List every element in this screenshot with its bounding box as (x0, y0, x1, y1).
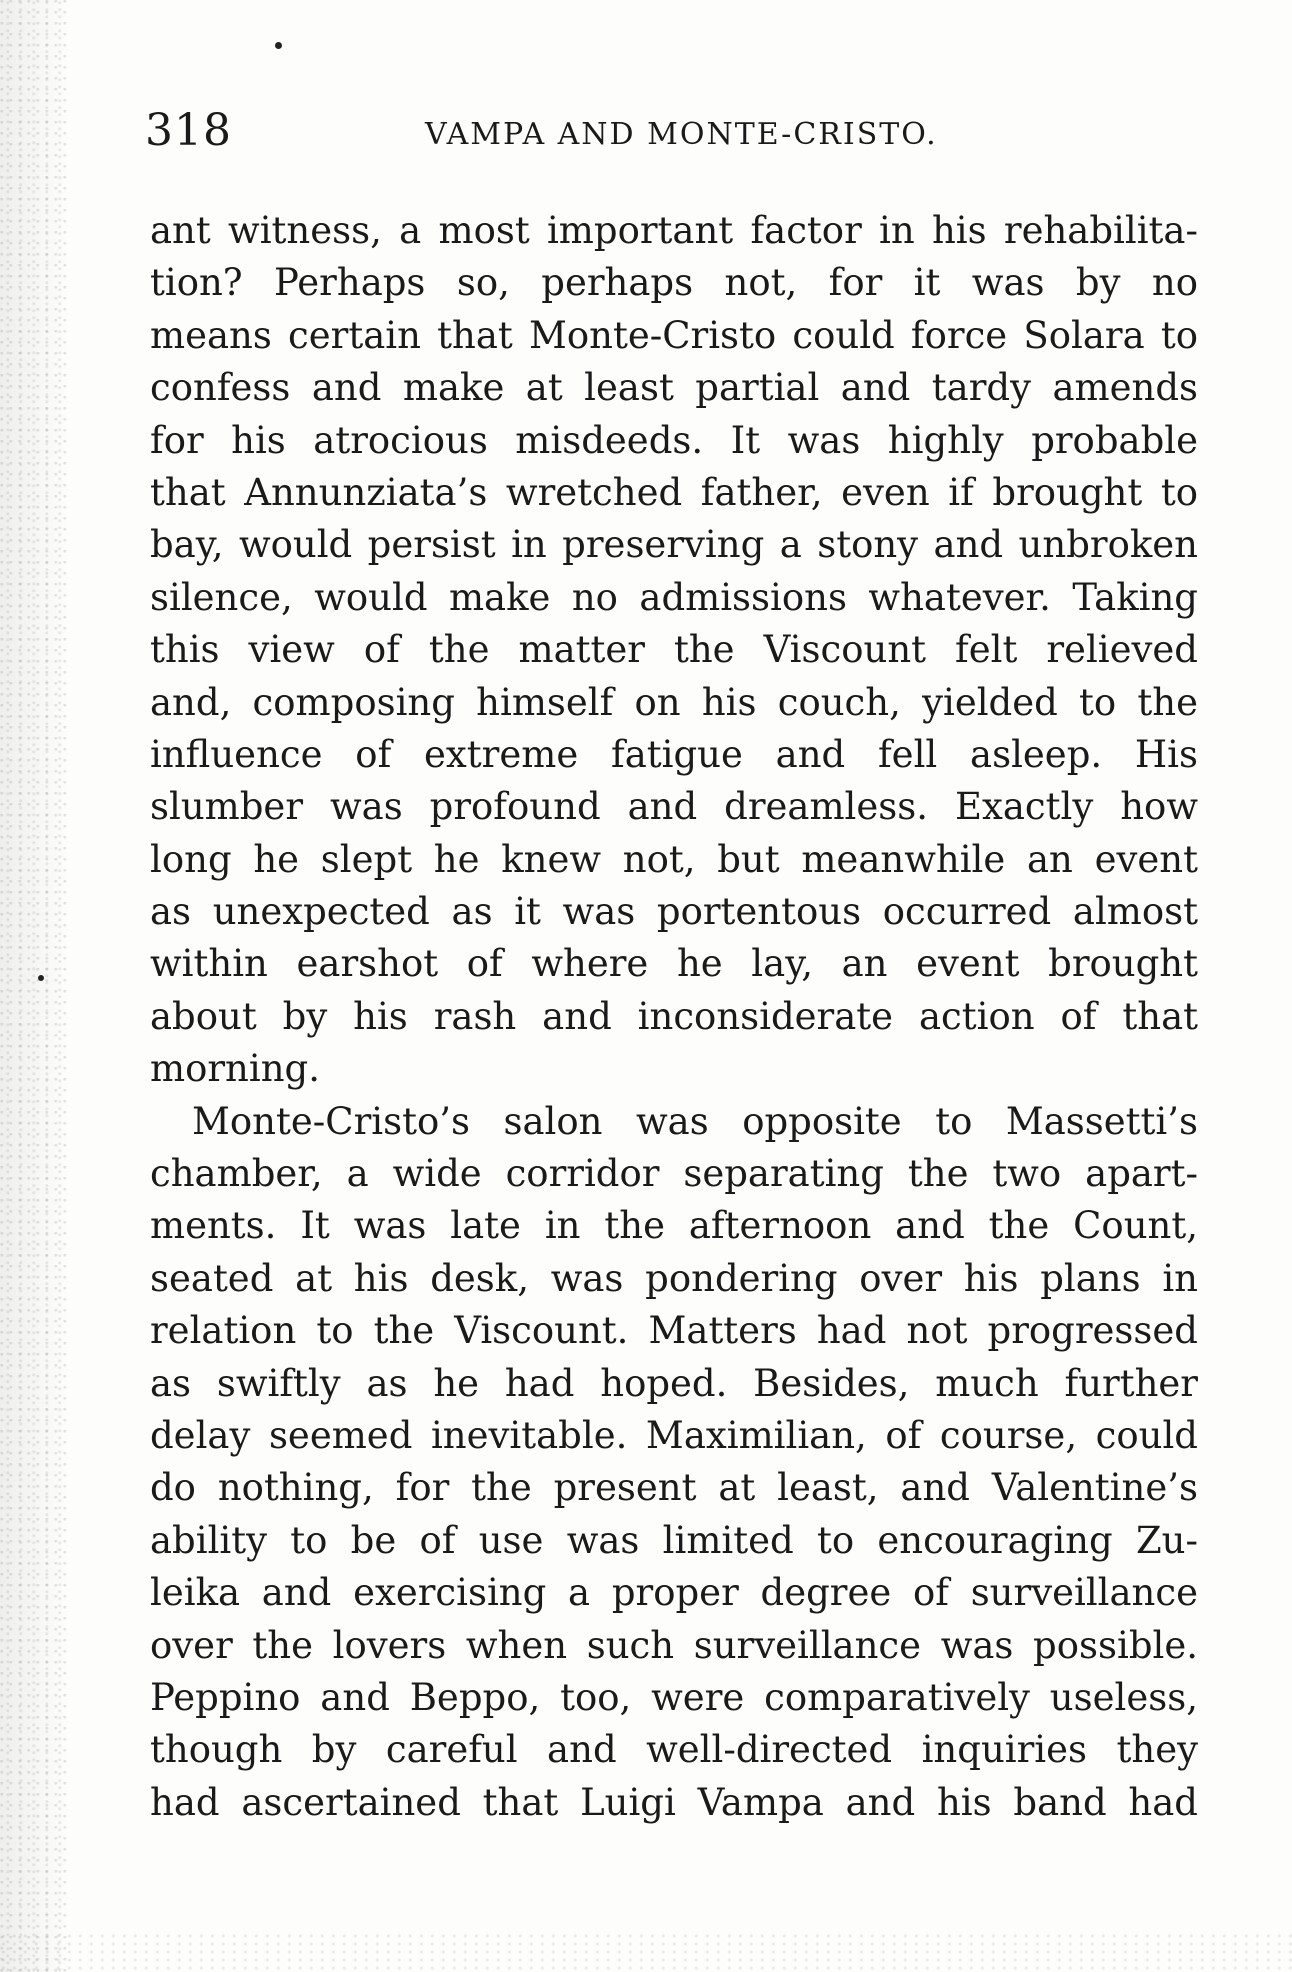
text-line: do nothing, for the present at least, and Valentine’s (150, 1466, 1198, 1510)
text-line: slumber was profound and dreamless. Exactly how (150, 785, 1198, 829)
text-line: morning. (150, 1047, 320, 1091)
text-line: within earshot of where he lay, an event brought (150, 942, 1198, 986)
text-line: and, composing himself on his couch, yielded to the (150, 680, 1198, 724)
text-line: leika and exercising a proper degree of surveillance (150, 1571, 1198, 1615)
running-head: VAMPA AND MONTE-CRISTO. (425, 117, 938, 152)
text-line: that Annunziata’s wretched father, even if brought to (150, 470, 1198, 514)
text-line: for his atrocious misdeeds. It was highly probable (150, 418, 1198, 462)
text-line: long he slept he knew not, but meanwhile an event (150, 837, 1198, 881)
text-line: as unexpected as it was portentous occurred almost (150, 890, 1198, 934)
text-line: means certain that Monte-Cristo could force Solara to (150, 313, 1198, 357)
body-text (150, 205, 1198, 1829)
text-line: bay, would persist in preserving a stony and unbroken (150, 523, 1198, 567)
text-line: tion? Perhaps so, perhaps not, for it was by no (150, 261, 1198, 305)
text-line: delay seemed inevitable. Maximilian, of course, could (150, 1413, 1198, 1457)
text-line: confess and make at least partial and tardy amends (150, 366, 1198, 410)
ink-speck (38, 975, 44, 981)
text-line: about by his rash and inconsiderate action of that (150, 994, 1198, 1038)
text-line: ments. It was late in the afternoon and the Count, (150, 1204, 1198, 1248)
text-line: relation to the Viscount. Matters had not progressed (150, 1309, 1198, 1353)
page-number: 318 (145, 105, 232, 156)
text-line: Monte-Cristo’s salon was opposite to Massetti’s (192, 1099, 1198, 1143)
text-line: over the lovers when such surveillance was possible. (150, 1623, 1198, 1667)
text-line: ant witness, a most important factor in his rehabilita- (150, 209, 1198, 252)
scan-edge-bottom (0, 1932, 1292, 1972)
text-line: chamber, a wide corridor separating the two apart- (150, 1152, 1198, 1196)
text-line: seated at his desk, was pondering over his plans in (150, 1256, 1198, 1300)
page-header (145, 105, 1195, 165)
text-line: though by careful and well-directed inquiries they (150, 1728, 1198, 1772)
text-line: as swiftly as he had hoped. Besides, much further (150, 1361, 1198, 1405)
text-line: Peppino and Beppo, too, were comparatively useless, (150, 1675, 1198, 1719)
paragraph-1 (150, 205, 1198, 1096)
text-line: ability to be of use was limited to encouraging Zu- (150, 1518, 1198, 1562)
text-line: had ascertained that Luigi Vampa and his band had (150, 1780, 1198, 1824)
text-line: silence, would make no admissions whatever. Taking (150, 575, 1198, 619)
ink-speck (275, 42, 282, 49)
paragraph-2 (150, 1096, 1198, 1829)
text-line: this view of the matter the Viscount felt relieved (150, 628, 1198, 672)
text-line: influence of extreme fatigue and fell asleep. His (150, 732, 1198, 776)
scan-edge-left (0, 0, 70, 1972)
